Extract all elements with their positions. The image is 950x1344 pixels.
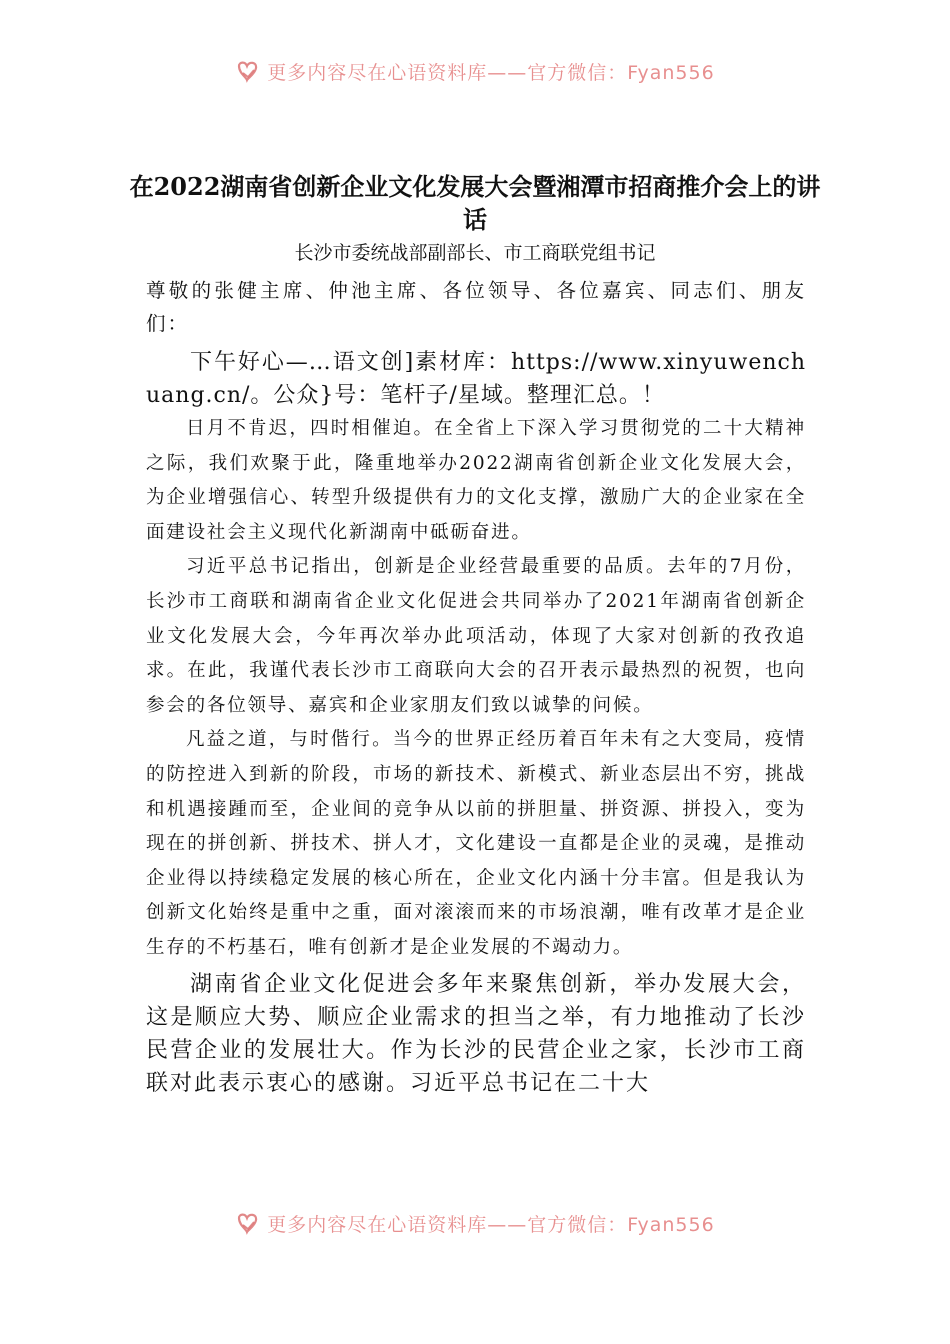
logo-icon [235, 1210, 261, 1236]
document-subtitle: 长沙市委统战部副部长、市工商联党组书记 [294, 242, 656, 264]
watermark-text: 更多内容尽在心语资料库——官方微信：Fyan556 [267, 1213, 715, 1236]
salutation: 尊敬的张健主席、仲池主席、各位领导、各位嘉宾、同志们、朋友们： [146, 279, 806, 335]
document-body [146, 274, 806, 1100]
paragraph-1: 日月不肯迟，四时相催迫。在全省上下深入学习贯彻党的二十大精神之际，我们欢聚于此，隆重地举办2022湖南省创新企业文化发展大会，为企业增强信心、转型升级提供有力的文化支撑，激励广大的企业家在全面建设社会主义现代化新湖南中砥砺奋进。 [146, 418, 806, 543]
logo-icon [235, 58, 261, 84]
paragraph-3: 凡益之道，与时偕行。当今的世界正经历着百年未有之大变局，疫情的防控进入到新的阶段，市场的新技术、新模式、新业态层出不穷，挑战和机遇接踵而至，企业间的竞争从以前的拼胆量、拼资源、拼投入，变为现在的拼创新、拼技术、拼人才，文化建设一直都是企业的灵魂，是推动企业得以持续稳定发展的核心所在，企业文化内涵十分丰富。但是我认为创新文化始终是重中之重，面对滚滚而来的市场浪潮，唯有改革才是企业生存的不朽基石，唯有创新才是企业发展的不竭动力。 [146, 729, 806, 958]
watermark-footer [0, 1208, 950, 1238]
promo-paragraph: 下午好心—…语文创]素材库：https://www.xinyuwenchuang.cn/。公众}号：笔杆子/星域。整理汇总。！ [146, 350, 806, 408]
watermark-text: 更多内容尽在心语资料库——官方微信：Fyan556 [267, 61, 715, 84]
document-title: 在2022湖南省创新企业文化发展大会暨湘潭市招商推介会上的讲话 [129, 172, 821, 234]
paragraph-2: 习近平总书记指出，创新是企业经营最重要的品质。去年的7月份，长沙市工商联和湖南省企业文化促进会共同举办了2021年湖南省创新企业文化发展大会，今年再次举办此项活动，体现了大家对创新的孜孜追求。在此，我谨代表长沙市工商联向大会的召开表示最热烈的祝贺，也向参会的各位领导、嘉宾和企业家朋友们致以诚挚的问候。 [146, 556, 806, 716]
watermark-header [0, 56, 950, 86]
paragraph-4: 湖南省企业文化促进会多年来聚焦创新，举办发展大会，这是顺应大势、顺应企业需求的担当之举，有力地推动了长沙民营企业的发展壮大。作为长沙的民营企业之家，长沙市工商联对此表示衷心的感谢。习近平总书记在二十大 [146, 971, 806, 1096]
